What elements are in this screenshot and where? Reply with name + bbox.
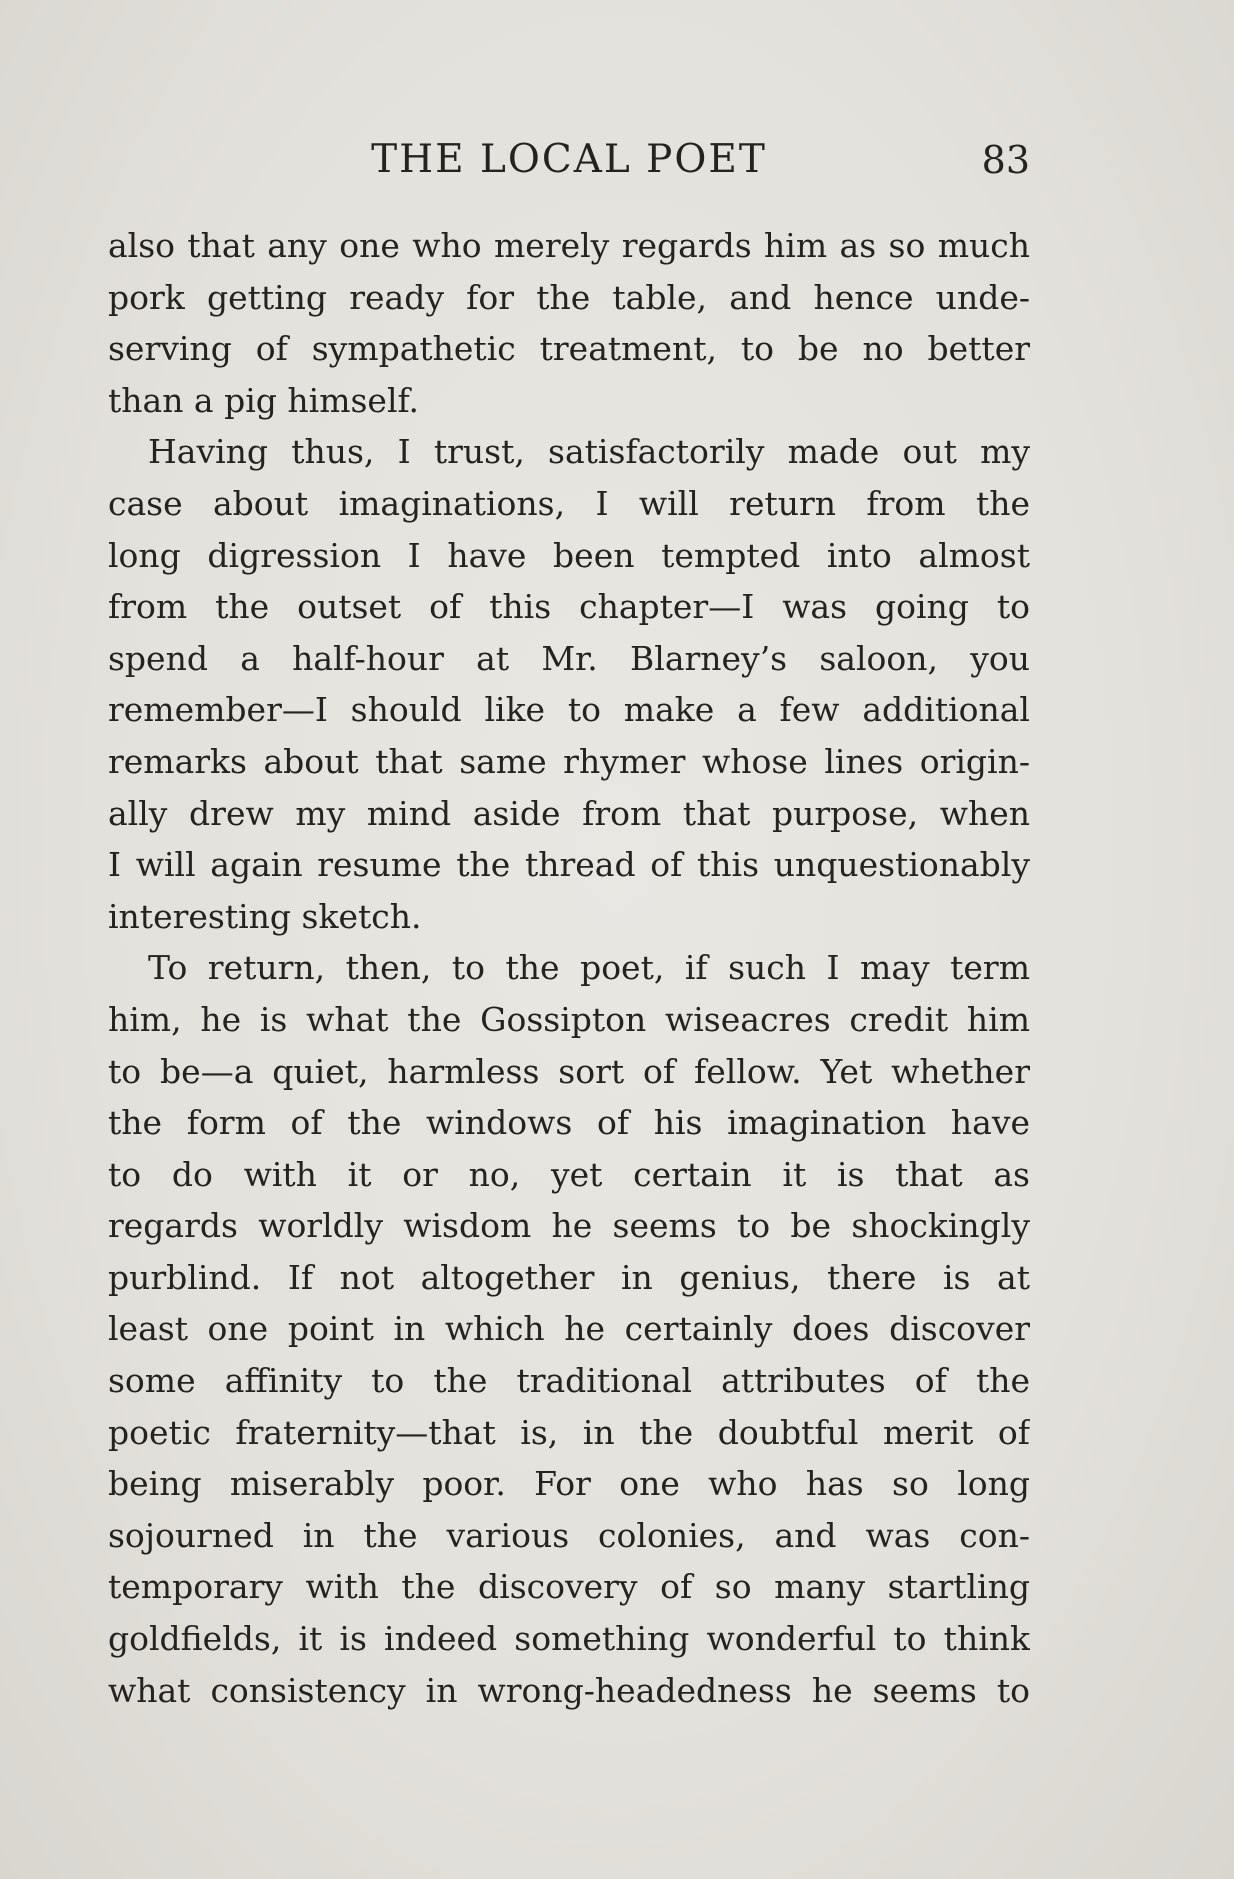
text-line: some affinity to the traditional attributes of the: [108, 1361, 1030, 1401]
text-line: what consistency in wrong-headedness he seems to: [108, 1670, 1030, 1710]
text-line: serving of sympathetic treatment, to be no better: [108, 329, 1030, 369]
text-line: pork getting ready for the table, and hence unde-: [108, 277, 1030, 317]
text-line: Having thus, I trust, satisfactorily made out my: [148, 432, 1030, 472]
running-title: THE LOCAL POET: [371, 137, 767, 182]
text-line: to do with it or no, yet certain it is that as: [108, 1154, 1030, 1194]
text-line: remarks about that same rhymer whose lines origin-: [108, 741, 1030, 781]
text-line: spend a half-hour at Mr. Blarney’s saloon, you: [108, 638, 1030, 678]
text-line: case about imaginations, I will return from the: [108, 483, 1030, 523]
text-line: To return, then, to the poet, if such I may term: [148, 948, 1030, 988]
text-line: interesting sketch.: [108, 896, 422, 936]
text-line: goldfields, it is indeed something wonderful to think: [108, 1619, 1030, 1659]
text-line: being miserably poor. For one who has so long: [108, 1464, 1030, 1504]
text-line: than a pig himself.: [108, 380, 420, 420]
running-head: [108, 132, 1030, 188]
text-line: to be—a quiet, harmless sort of fellow. Yet whether: [108, 1051, 1030, 1091]
text-line: also that any one who merely regards him as so much: [108, 226, 1030, 265]
text-line: ally drew my mind aside from that purpose, when: [108, 793, 1030, 833]
body-text: [108, 220, 1030, 1716]
text-line: regards worldly wisdom he seems to be shockingly: [108, 1206, 1030, 1246]
text-line: temporary with the discovery of so many startling: [108, 1567, 1030, 1607]
text-line: long digression I have been tempted into almost: [108, 535, 1030, 575]
text-line: from the outset of this chapter—I was going to: [108, 587, 1030, 627]
text-line: sojourned in the various colonies, and was con-: [108, 1515, 1030, 1555]
text-line: him, he is what the Gossipton wiseacres credit him: [108, 999, 1030, 1039]
text-line: the form of the windows of his imagination have: [108, 1103, 1030, 1143]
text-line: least one point in which he certainly does discover: [108, 1309, 1030, 1349]
text-line: I will again resume the thread of this unquestionably: [108, 845, 1030, 885]
text-line: purblind. If not altogether in genius, there is at: [108, 1257, 1030, 1297]
text-line: remember—I should like to make a few additional: [108, 690, 1030, 730]
page-number: 83: [981, 138, 1030, 182]
text-line: poetic fraternity—that is, in the doubtful merit of: [108, 1412, 1030, 1452]
